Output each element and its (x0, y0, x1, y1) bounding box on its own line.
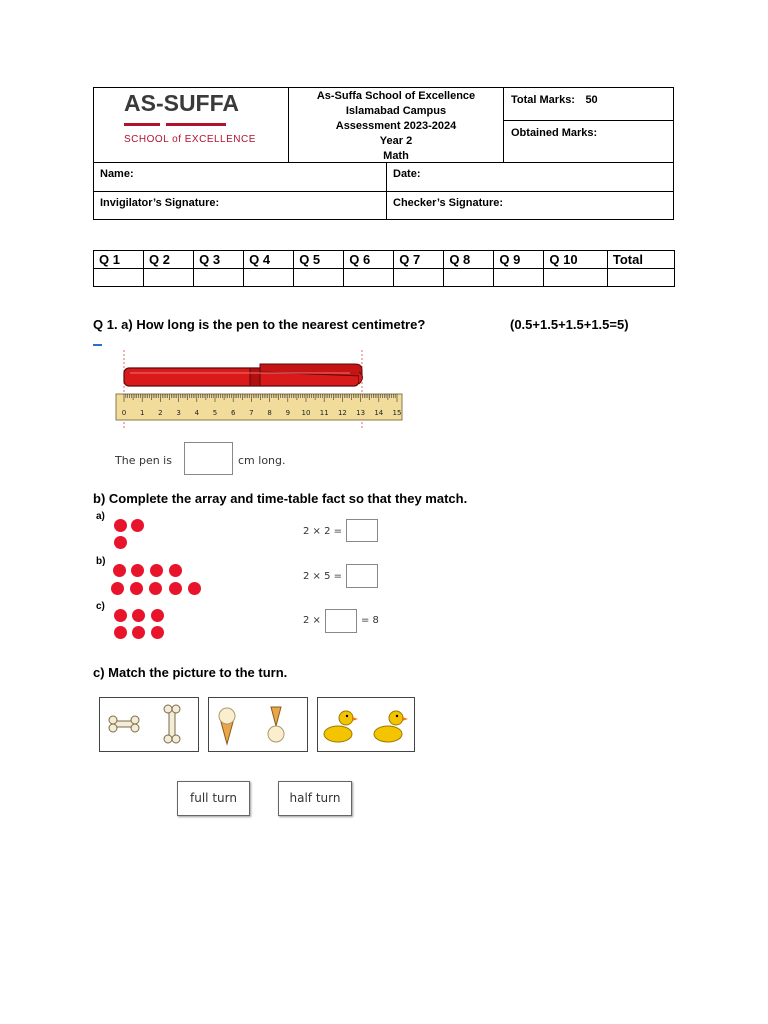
picture-box-bones[interactable] (99, 697, 199, 752)
array-dot (151, 626, 164, 639)
ruler-number: 7 (249, 409, 254, 417)
header-box (93, 87, 674, 220)
array-dot (132, 609, 145, 622)
school-logo-subtext: SCHOOL of EXCELLENCE (124, 134, 256, 145)
pen-and-ruler-figure (110, 350, 410, 430)
equation-c-left: 2 × (303, 615, 321, 626)
marks-table-header-row (94, 251, 675, 269)
pen-icon (124, 364, 363, 386)
marks-header-q6: Q 6 (344, 251, 394, 269)
array-dot (149, 582, 162, 595)
array-dot (113, 564, 126, 577)
marks-cell[interactable] (544, 269, 607, 287)
subject-label: Math (383, 150, 409, 162)
marks-cell[interactable] (444, 269, 494, 287)
total-marks-label: Total Marks: (511, 94, 575, 106)
marks-header-q3: Q 3 (194, 251, 244, 269)
full-turn-label-box[interactable]: full turn (177, 781, 250, 816)
array-dot (132, 626, 145, 639)
name-cell[interactable] (94, 163, 387, 192)
equation-a-left: 2 × 2 = (303, 526, 343, 537)
marks-cell[interactable] (294, 269, 344, 287)
equation-c-answer-box[interactable] (325, 609, 357, 633)
ruler-number: 11 (319, 409, 329, 417)
pen-length-answer-box[interactable] (184, 442, 233, 475)
ruler-number: 1 (139, 409, 145, 417)
ruler-number: 8 (267, 409, 272, 417)
array-dot (114, 626, 127, 639)
ice-cream-icon (209, 698, 307, 751)
array-dot (114, 519, 127, 532)
ruler-number: 12 (337, 409, 347, 417)
logo-divider (124, 123, 160, 126)
ruler-icon (116, 394, 402, 420)
ruler-number: 15 (392, 409, 402, 417)
array-dot (169, 582, 182, 595)
marks-cell[interactable] (144, 269, 194, 287)
marks-header-q2: Q 2 (144, 251, 194, 269)
marks-table (93, 250, 675, 287)
marks-header-q1: Q 1 (94, 251, 144, 269)
marks-cell[interactable] (94, 269, 144, 287)
school-logo-text: AS-SUFFA (124, 90, 239, 116)
ruler-number: 0 (121, 409, 127, 417)
total-marks-value: 50 (585, 94, 598, 106)
array-part-c-label: c) (96, 601, 105, 612)
marks-header-q10: Q 10 (544, 251, 607, 269)
pen-length-suffix: cm long. (238, 454, 286, 467)
marks-header-q5: Q 5 (294, 251, 344, 269)
duck-icon (318, 698, 414, 751)
ruler-number: 2 (158, 409, 163, 417)
marks-header-q7: Q 7 (394, 251, 444, 269)
ruler-number: 9 (285, 409, 291, 417)
question-1b-title: b) Complete the array and time-table fact so that they match. (93, 491, 468, 506)
marks-header-q4: Q 4 (244, 251, 294, 269)
ruler-number: 13 (356, 409, 366, 417)
campus-name: Islamabad Campus (345, 105, 447, 117)
logo-cell (94, 88, 289, 163)
ruler-number: 10 (301, 409, 311, 417)
marks-cell[interactable] (194, 269, 244, 287)
bone-icon (100, 698, 198, 751)
date-cell[interactable] (387, 163, 674, 192)
array-dot (131, 564, 144, 577)
checker-signature-label: Checker’s Signature: (393, 197, 504, 209)
picture-box-ice-cream[interactable] (208, 697, 308, 752)
year-label: Year 2 (379, 135, 413, 147)
array-dot (111, 582, 124, 595)
school-info-cell (289, 88, 504, 163)
ruler-number: 4 (194, 409, 200, 417)
marks-cell[interactable] (607, 269, 674, 287)
question-1c-title: c) Match the picture to the turn. (93, 665, 288, 680)
array-dot (169, 564, 182, 577)
ruler-number: 5 (212, 409, 218, 417)
marks-header-q8: Q 8 (444, 251, 494, 269)
marks-table-score-row[interactable] (94, 269, 675, 287)
equation-c-right: = 8 (361, 615, 379, 626)
date-label: Date: (393, 168, 421, 180)
marks-header-q9: Q 9 (494, 251, 544, 269)
array-part-a-label: a) (96, 511, 105, 522)
ruler-number: 6 (230, 409, 236, 417)
obtained-marks-cell (504, 121, 674, 163)
invigilator-signature-label: Invigilator’s Signature: (100, 197, 220, 209)
total-marks-cell (504, 88, 674, 121)
logo-divider (166, 123, 226, 126)
obtained-marks-label: Obtained Marks: (511, 127, 598, 139)
array-part-b-label: b) (96, 556, 106, 567)
array-dot (130, 582, 143, 595)
marks-cell[interactable] (244, 269, 294, 287)
marks-cell[interactable] (394, 269, 444, 287)
question-1a-title: Q 1. a) How long is the pen to the nearest centimetre? (93, 317, 426, 332)
picture-box-ducks[interactable] (317, 697, 415, 752)
checker-signature-cell[interactable] (387, 192, 674, 220)
blue-mark-decoration (93, 344, 102, 346)
array-dot (151, 609, 164, 622)
equation-b-left: 2 × 5 = (303, 571, 343, 582)
array-dot (188, 582, 201, 595)
ruler-number: 3 (176, 409, 181, 417)
marks-header-total: Total (607, 251, 674, 269)
array-dot (114, 536, 127, 549)
marks-cell[interactable] (344, 269, 394, 287)
pen-length-prefix: The pen is (115, 454, 172, 467)
array-dot (131, 519, 144, 532)
name-label: Name: (100, 168, 134, 180)
equation-a-answer-box[interactable] (346, 519, 378, 542)
question-1-marks: (0.5+1.5+1.5+1.5=5) (510, 317, 629, 332)
equation-b-answer-box[interactable] (346, 564, 378, 588)
array-dot (150, 564, 163, 577)
invigilator-signature-cell[interactable] (94, 192, 387, 220)
marks-cell[interactable] (494, 269, 544, 287)
ruler-number: 14 (374, 409, 384, 417)
assessment-title: Assessment 2023-2024 (335, 120, 457, 132)
array-dot (114, 609, 127, 622)
half-turn-label-box[interactable]: half turn (278, 781, 352, 816)
school-name: As-Suffa School of Excellence (316, 90, 476, 102)
